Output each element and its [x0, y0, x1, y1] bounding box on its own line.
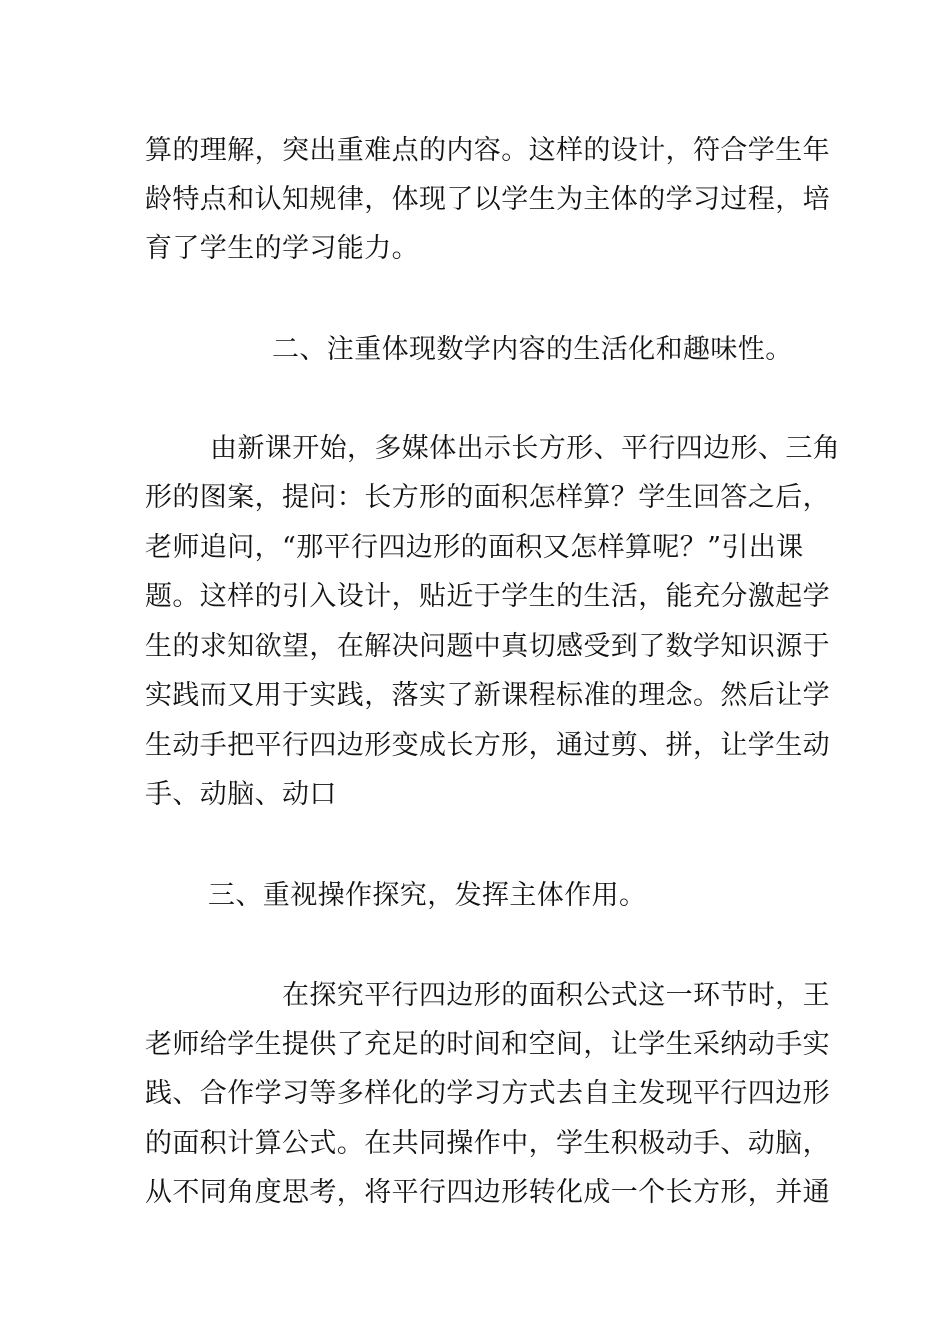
paragraph-line: 题。这样的引入设计，贴近于学生的生活，能充分激起学: [145, 581, 830, 612]
paragraph-line: 老师给学生提供了充足的时间和空间，让学生采纳动手实: [145, 1029, 830, 1060]
paragraph-line: 从不同角度思考，将平行四边形转化成一个长方形，并通: [145, 1177, 830, 1208]
paragraph-line: 生的求知欲望，在解决问题中真切感受到了数学知识源于: [145, 631, 830, 662]
paragraph-line: 龄特点和认知规律，体现了以学生为主体的学习过程，培: [145, 184, 830, 215]
paragraph-line: 育了学生的学习能力。: [145, 233, 419, 264]
paragraph-line: 算的理解，突出重难点的内容。这样的设计，符合学生年: [145, 135, 830, 166]
paragraph-line: 由新课开始，多媒体出示长方形、平行四边形、三角: [210, 433, 841, 464]
paragraph-line: 手、动脑、动口: [145, 779, 337, 810]
paragraph-line: 老师追问，“那平行四边形的面积又怎样算呢？”引出课: [145, 532, 804, 563]
section-heading: 三、重视操作探究，发挥主体作用。: [208, 880, 647, 911]
paragraph-line: 践、合作学习等多样化的学习方式去自主发现平行四边形: [145, 1078, 830, 1109]
paragraph-line: 的面积计算公式。在共同操作中，学生积极动手、动脑，: [145, 1128, 830, 1159]
paragraph-line: 在探究平行四边形的面积公式这一环节时，王: [282, 980, 830, 1011]
paragraph-line: 生动手把平行四边形变成长方形，通过剪、拼，让学生动: [145, 730, 830, 761]
paragraph-line: 实践而又用于实践，落实了新课程标准的理念。然后让学: [145, 680, 830, 711]
section-heading: 二、注重体现数学内容的生活化和趣味性。: [272, 334, 793, 365]
paragraph-line: 形的图案，提问：长方形的面积怎样算？学生回答之后，: [145, 482, 830, 513]
